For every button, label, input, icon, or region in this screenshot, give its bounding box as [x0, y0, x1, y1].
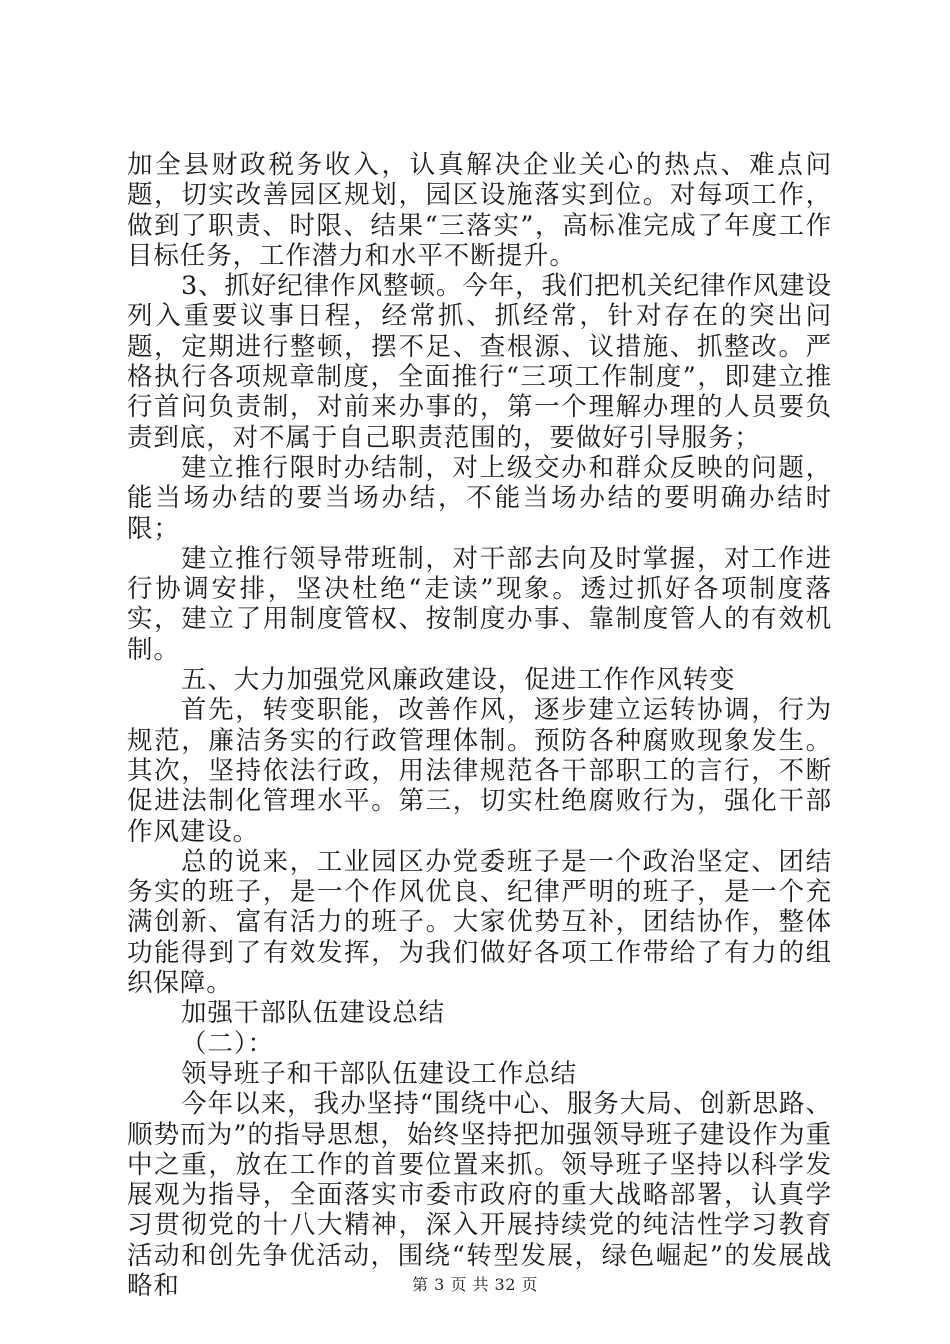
section-number: （二）：: [181, 1028, 274, 1059]
page-number-footer: 第 3 页 共 32 页: [412, 1275, 538, 1294]
paragraph: 3、抓好纪律作风整顿。今年，我们把机关纪律作风建设列入重要议事日程，经常抓、抓经常，针对存在的突出问题，定期进行整顿，摆不足、查根源、议措施、抓整改。严格执行各项规章制度，全面推行“三项工作制度”，即建立推行首问负责制，对前来办事的，第一个理解办理的人员要负责到底，对不属于自己职责范围的，要做好引导服务；: [127, 271, 832, 453]
paragraph: 建立推行领导带班制，对干部去向及时掌握，对工作进行协调安排，坚决杜绝“走读”现象。透过抓好各项制度落实，建立了用制度管权、按制度办事、靠制度管人的有效机制。: [127, 543, 832, 665]
document-title: 加强干部队伍建设总结: [181, 998, 446, 1029]
paragraph: 总的说来，工业园区办党委班子是一个政治坚定、团结务实的班子，是一个作风优良、纪律严明的班子，是一个充满创新、富有活力的班子。大家优势互补，团结协作，整体功能得到了有效发挥，为我们做好各项工作带给了有力的组织保障。: [127, 846, 832, 999]
document-subtitle: 领导班子和干部队伍建设工作总结: [181, 1058, 578, 1089]
document-body: [127, 150, 832, 1301]
paragraph: 加全县财政税务收入，认真解决企业关心的热点、难点问题，切实改善园区规划，园区设施落实到位。对每项工作，做到了职责、时限、结果“三落实”，高标准完成了年度工作目标任务，工作潜力和水平不断提升。: [127, 150, 832, 271]
section-heading: 五、大力加强党风廉政建设，促进工作作风转变: [181, 665, 736, 696]
paragraph: 今年以来，我办坚持“围绕中心、服务大局、创新思路、顺势而为”的指导思想，始终坚持把加强领导班子建设作为重中之重，放在工作的首要位置来抓。领导班子坚持以科学发展观为指导，全面落实市委市政府的重大战略部署，认真学习贯彻党的十八大精神，深入开展持续党的纯洁性学习教育活动和创先争优活动，围绕“转型发展，绿色崛起”的发展战略和: [127, 1089, 832, 1301]
paragraph: 首先，转变职能，改善作风，逐步建立运转协调，行为规范，廉洁务实的行政管理体制。预防各种腐败现象发生。其次，坚持依法行政，用法律规范各干部职工的言行，不断促进法制化管理水平。第三，切实杜绝腐败行为，强化干部作风建设。: [127, 695, 832, 847]
paragraph: 建立推行限时办结制，对上级交办和群众反映的问题，能当场办结的要当场办结，不能当场办结的要明确办结时限；: [127, 452, 832, 544]
